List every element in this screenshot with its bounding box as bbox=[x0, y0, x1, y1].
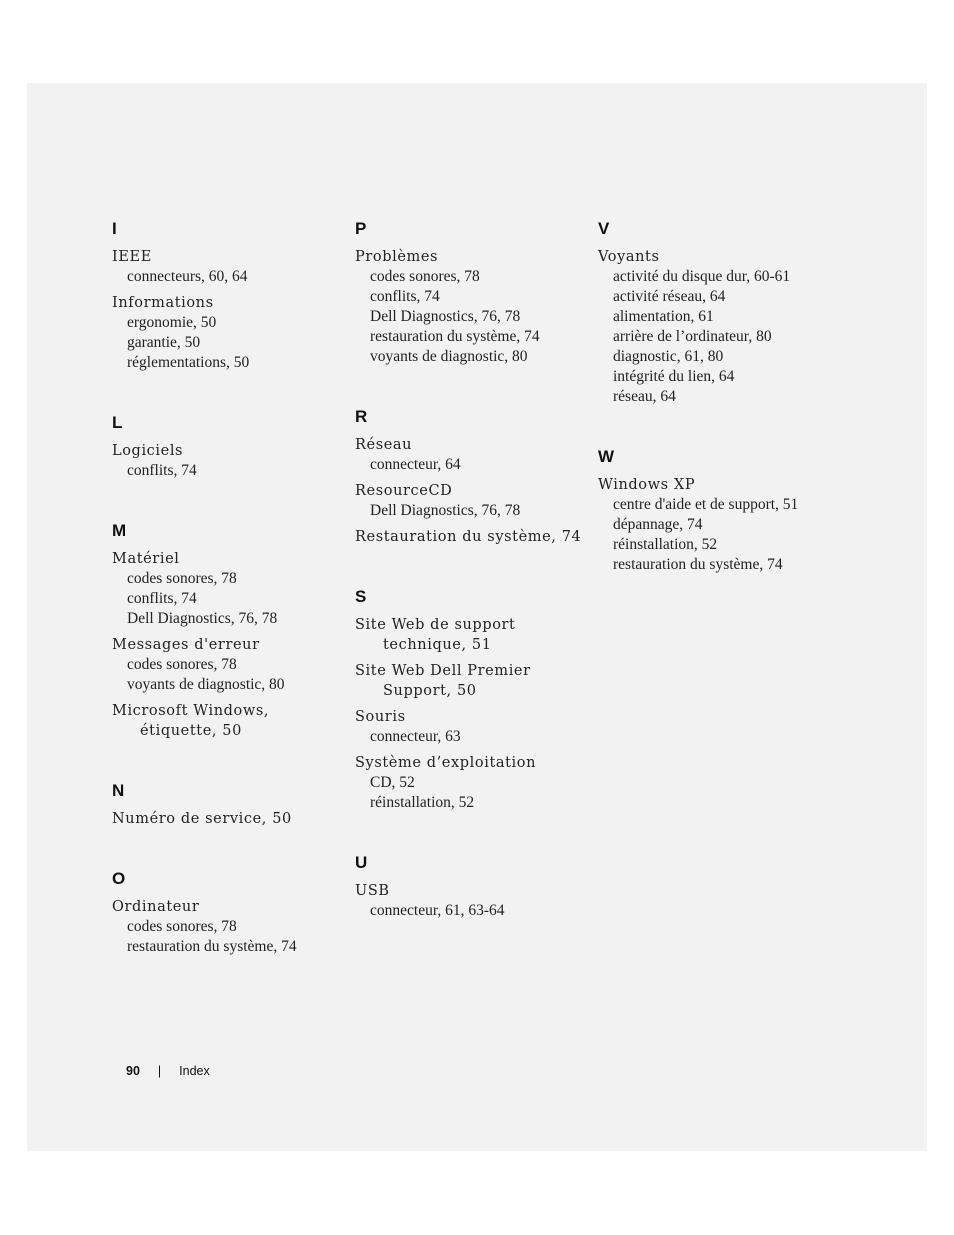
section-letter: S bbox=[355, 587, 367, 606]
index-section bbox=[112, 521, 347, 741]
index-term: Souris bbox=[355, 709, 406, 725]
index-subentry: réseau, 64 bbox=[613, 388, 676, 405]
index-entry bbox=[355, 481, 590, 521]
index-section bbox=[355, 407, 590, 547]
index-term: Messages d'erreur bbox=[112, 637, 260, 653]
footer-separator: | bbox=[157, 1064, 162, 1078]
index-subentry: conflits, 74 bbox=[127, 462, 197, 479]
section-letter: N bbox=[112, 781, 125, 800]
document-page bbox=[27, 83, 927, 1151]
index-term: Restauration du système, 74 bbox=[355, 529, 582, 545]
section-letter: U bbox=[355, 853, 368, 872]
index-entry bbox=[598, 247, 833, 407]
index-subentry: CD, 52 bbox=[370, 774, 415, 791]
index-subentry: codes sonores, 78 bbox=[370, 268, 480, 285]
index-subentry: centre d'aide et de support, 51 bbox=[613, 496, 799, 513]
index-entry bbox=[598, 475, 833, 575]
index-entry bbox=[355, 435, 590, 475]
page-footer bbox=[126, 1062, 210, 1080]
index-subentry: voyants de diagnostic, 80 bbox=[127, 676, 285, 693]
index-subentry: garantie, 50 bbox=[127, 334, 201, 351]
index-subentry: réglementations, 50 bbox=[127, 354, 250, 371]
index-entry bbox=[112, 293, 347, 373]
index-subentry: connecteurs, 60, 64 bbox=[127, 268, 248, 285]
index-term: IEEE bbox=[112, 249, 152, 265]
index-term: Réseau bbox=[355, 437, 413, 453]
index-term: Site Web de support technique, 51 bbox=[355, 617, 516, 653]
index-subentry: codes sonores, 78 bbox=[127, 656, 237, 673]
index-subentry: activité du disque dur, 60-61 bbox=[613, 268, 791, 285]
index-entry bbox=[112, 549, 347, 629]
index-subentry: conflits, 74 bbox=[127, 590, 197, 607]
index-section bbox=[112, 781, 347, 829]
index-subentry: intégrité du lien, 64 bbox=[613, 368, 735, 385]
index-term: Logiciels bbox=[112, 443, 184, 459]
index-subentry: activité réseau, 64 bbox=[613, 288, 726, 305]
index-column-1 bbox=[112, 219, 347, 997]
index-section bbox=[355, 853, 590, 921]
index-subentry: conflits, 74 bbox=[370, 288, 440, 305]
index-subentry: codes sonores, 78 bbox=[127, 570, 237, 587]
index-subentry: codes sonores, 78 bbox=[127, 918, 237, 935]
index-term: Numéro de service, 50 bbox=[112, 811, 292, 827]
index-subentry: alimentation, 61 bbox=[613, 308, 714, 325]
index-subentry: arrière de l’ordinateur, 80 bbox=[613, 328, 772, 345]
index-section bbox=[112, 869, 347, 957]
index-subentry: voyants de diagnostic, 80 bbox=[370, 348, 528, 365]
index-entry bbox=[355, 661, 590, 701]
index-section bbox=[598, 219, 833, 407]
index-entry bbox=[112, 441, 347, 481]
index-entry bbox=[355, 881, 590, 921]
index-entry bbox=[112, 247, 347, 287]
index-term: USB bbox=[355, 883, 390, 899]
index-term: Problèmes bbox=[355, 249, 439, 265]
index-subentry: Dell Diagnostics, 76, 78 bbox=[370, 502, 521, 519]
index-subentry: réinstallation, 52 bbox=[613, 536, 718, 553]
index-subentry: dépannage, 74 bbox=[613, 516, 703, 533]
index-subentry: diagnostic, 61, 80 bbox=[613, 348, 724, 365]
index-entry bbox=[112, 897, 347, 957]
section-letter: L bbox=[112, 413, 123, 432]
index-subentry: restauration du système, 74 bbox=[370, 328, 540, 345]
index-subentry: ergonomie, 50 bbox=[127, 314, 217, 331]
index-term: Site Web Dell Premier Support, 50 bbox=[355, 663, 531, 699]
index-subentry: connecteur, 64 bbox=[370, 456, 461, 473]
index-term: Windows XP bbox=[598, 477, 696, 493]
index-entry bbox=[355, 527, 590, 547]
index-subentry: réinstallation, 52 bbox=[370, 794, 475, 811]
footer-section-label: Index bbox=[179, 1064, 210, 1078]
index-section bbox=[355, 587, 590, 813]
index-entry bbox=[112, 635, 347, 695]
section-letter: V bbox=[598, 219, 610, 238]
index-term: Système d’exploitation bbox=[355, 755, 537, 771]
index-subentry: restauration du système, 74 bbox=[127, 938, 297, 955]
index-entry bbox=[355, 615, 590, 655]
index-entry bbox=[355, 247, 590, 367]
index-term: Informations bbox=[112, 295, 214, 311]
section-letter: I bbox=[112, 219, 117, 238]
index-subentry: Dell Diagnostics, 76, 78 bbox=[127, 610, 278, 627]
index-entry bbox=[355, 753, 590, 813]
index-section bbox=[112, 413, 347, 481]
index-term: Matériel bbox=[112, 551, 180, 567]
index-section bbox=[112, 219, 347, 373]
index-term: Voyants bbox=[598, 249, 660, 265]
section-letter: R bbox=[355, 407, 368, 426]
index-subentry: connecteur, 63 bbox=[370, 728, 461, 745]
index-column-3 bbox=[598, 219, 833, 615]
section-letter: O bbox=[112, 869, 126, 888]
section-letter: W bbox=[598, 447, 615, 466]
index-term: ResourceCD bbox=[355, 483, 453, 499]
index-entry bbox=[112, 809, 347, 829]
index-subentry: Dell Diagnostics, 76, 78 bbox=[370, 308, 521, 325]
section-letter: M bbox=[112, 521, 127, 540]
index-entry bbox=[355, 707, 590, 747]
index-subentry: connecteur, 61, 63-64 bbox=[370, 902, 505, 919]
index-column-2 bbox=[355, 219, 590, 961]
index-term: Ordinateur bbox=[112, 899, 200, 915]
index-section bbox=[598, 447, 833, 575]
index-term: Microsoft Windows, étiquette, 50 bbox=[112, 703, 270, 739]
page-number: 90 bbox=[126, 1064, 140, 1078]
index-entry bbox=[112, 701, 347, 741]
index-subentry: restauration du système, 74 bbox=[613, 556, 783, 573]
index-section bbox=[355, 219, 590, 367]
section-letter: P bbox=[355, 219, 367, 238]
